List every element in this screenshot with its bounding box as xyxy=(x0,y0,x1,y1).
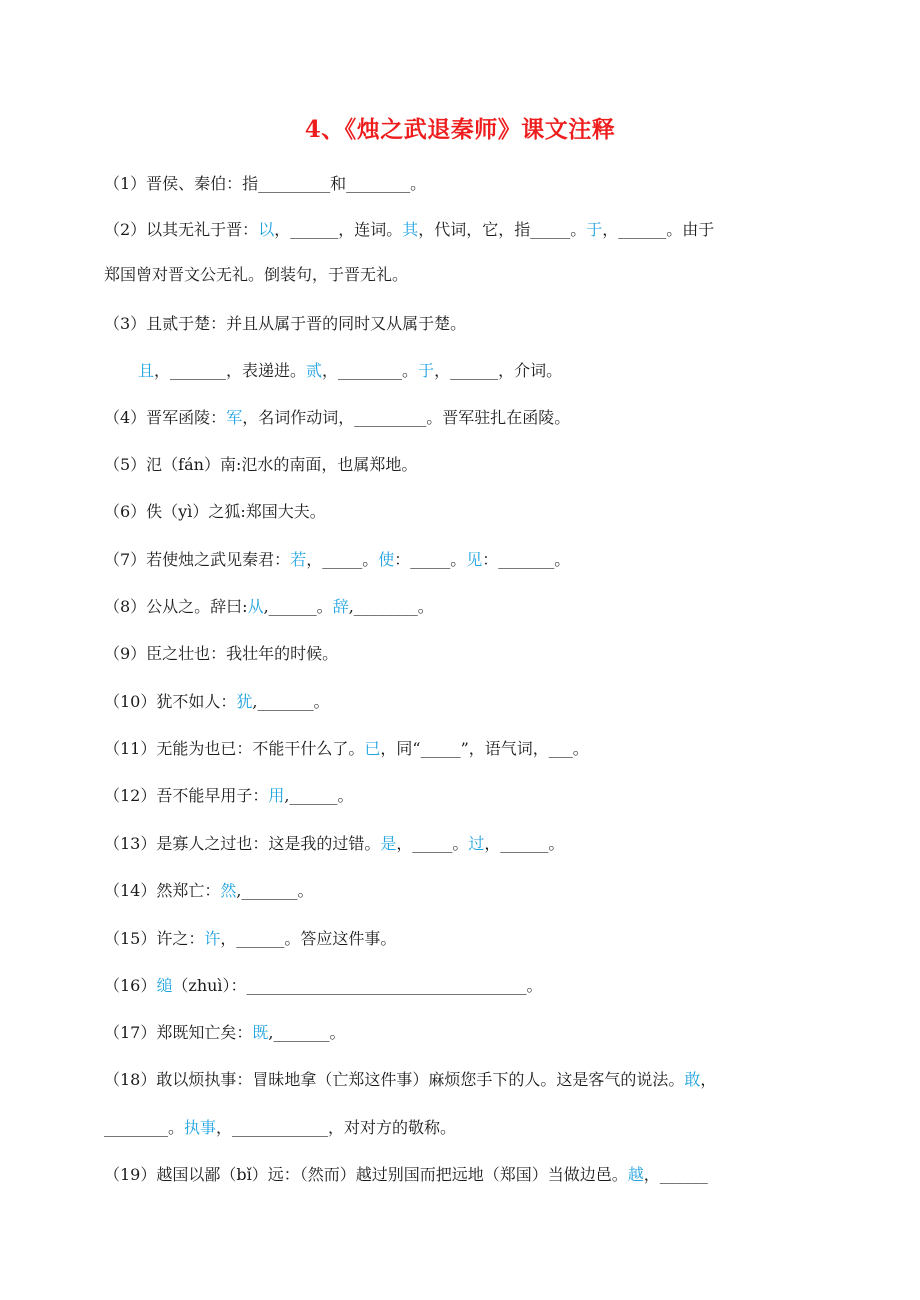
key-word: 越 xyxy=(627,1165,644,1184)
text-segment: （zhuì）：___________________________________。 xyxy=(172,976,543,995)
key-word: 用 xyxy=(268,786,285,805)
annotation-line: 郑国曾对晋文公无礼。倒装句，于晋无礼。 xyxy=(104,265,409,284)
key-word: 从 xyxy=(247,597,264,616)
annotation-line xyxy=(104,879,824,903)
text-segment: （13）是寡人之过也：这是我的过错。 xyxy=(104,834,381,853)
key-word: 贰 xyxy=(306,361,323,380)
text-segment: （19）越国以鄙（bǐ）远：（然而）越过别国而把远地（郑国）当做边邑。 xyxy=(104,1165,628,1184)
text-segment: ,________。 xyxy=(348,597,434,616)
text-segment: （7）若使烛之武见秦君： xyxy=(104,550,291,569)
annotation-line xyxy=(104,690,824,714)
key-word: 敢 xyxy=(684,1070,701,1089)
key-word: 许 xyxy=(204,929,221,948)
text-segment: ， xyxy=(700,1070,717,1089)
text-segment: ：_______。 xyxy=(482,550,571,569)
key-word: 使 xyxy=(378,550,395,569)
text-segment: （4）晋军函陵： xyxy=(104,408,227,427)
text-segment: ，同“_____”，语气词，___。 xyxy=(380,739,589,758)
text-segment: ，______，连词。 xyxy=(274,220,403,239)
text-segment: （15）许之： xyxy=(104,929,205,948)
text-segment: ，_____。 xyxy=(396,834,469,853)
text-segment: （16） xyxy=(104,976,157,995)
text-segment: ，________。 xyxy=(322,361,419,380)
annotation-line xyxy=(104,1116,824,1140)
annotation-line xyxy=(104,974,824,998)
annotation-line xyxy=(104,548,824,572)
text-segment: ，______。由于 xyxy=(602,220,715,239)
annotation-line xyxy=(104,927,824,951)
text-segment: ，______，介词。 xyxy=(434,361,563,380)
annotation-line xyxy=(104,595,824,619)
text-segment: ，____________，对对方的敬称。 xyxy=(216,1118,457,1137)
annotation-line: （1）晋侯、秦伯：指_________和________。 xyxy=(104,174,427,193)
annotation-line xyxy=(104,218,824,242)
text-segment: （8）公从之。辞曰: xyxy=(104,597,248,616)
text-segment: （10）犹不如人： xyxy=(104,692,237,711)
text-segment: （17）郑既知亡矣： xyxy=(104,1023,253,1042)
text-segment: ，______ xyxy=(643,1165,708,1184)
text-segment: ，______。 xyxy=(484,834,565,853)
text-segment: ,______。 xyxy=(284,786,354,805)
annotation-line: （3）且贰于楚：并且从属于晋的同时又从属于楚。 xyxy=(104,314,467,333)
text-segment: ，_______，表递进。 xyxy=(154,361,307,380)
key-word: 缒 xyxy=(156,976,173,995)
text-segment: ,_______。 xyxy=(252,692,330,711)
text-segment: （11）无能为也已：不能干什么了。 xyxy=(104,739,365,758)
key-word: 已 xyxy=(364,739,381,758)
text-segment: ：_____。 xyxy=(394,550,467,569)
key-word: 以 xyxy=(258,220,275,239)
key-word: 若 xyxy=(290,550,307,569)
annotation-line xyxy=(104,1163,824,1187)
key-word: 见 xyxy=(466,550,483,569)
text-segment: ，______。答应这件事。 xyxy=(220,929,397,948)
annotation-line xyxy=(104,832,824,856)
key-word: 辞 xyxy=(332,597,349,616)
annotation-line: （6）佚（yì）之狐:郑国大夫。 xyxy=(104,502,326,521)
key-word: 其 xyxy=(402,220,419,239)
key-word: 过 xyxy=(468,834,485,853)
annotation-line xyxy=(104,1068,824,1092)
text-segment: ，_____。 xyxy=(306,550,379,569)
key-word: 且 xyxy=(138,361,155,380)
key-word: 然 xyxy=(220,881,237,900)
key-word: 于 xyxy=(418,361,435,380)
text-segment: ________。 xyxy=(104,1118,185,1137)
page-title: 4、《烛之武退秦师》课文注释 xyxy=(304,116,616,143)
text-segment: （12）吾不能早用子： xyxy=(104,786,269,805)
key-word: 执事 xyxy=(184,1118,217,1137)
annotation-line xyxy=(104,406,824,430)
text-segment: （18）敢以烦执事：冒昧地拿（亡郑这件事）麻烦您手下的人。这是客气的说法。 xyxy=(104,1070,685,1089)
annotation-line xyxy=(138,359,858,383)
text-segment: ，名词作动词，_________。晋军驻扎在函陵。 xyxy=(242,408,571,427)
annotation-line: （9）臣之壮也：我壮年的时候。 xyxy=(104,644,339,663)
key-word: 是 xyxy=(380,834,397,853)
text-segment: （2）以其无礼于晋： xyxy=(104,220,259,239)
key-word: 于 xyxy=(586,220,603,239)
annotation-line xyxy=(104,737,824,761)
key-word: 犹 xyxy=(236,692,253,711)
text-segment: （14）然郑亡： xyxy=(104,881,221,900)
text-segment: ,_______。 xyxy=(236,881,314,900)
text-segment: ,_______。 xyxy=(268,1023,346,1042)
key-word: 军 xyxy=(226,408,243,427)
annotation-line xyxy=(104,1021,824,1045)
text-segment: ,______。 xyxy=(263,597,333,616)
annotation-line xyxy=(104,784,824,808)
key-word: 既 xyxy=(252,1023,269,1042)
text-segment: ，代词，它，指_____。 xyxy=(418,220,587,239)
annotation-line: （5）氾（fán）南:氾水的南面，也属郑地。 xyxy=(104,455,418,474)
